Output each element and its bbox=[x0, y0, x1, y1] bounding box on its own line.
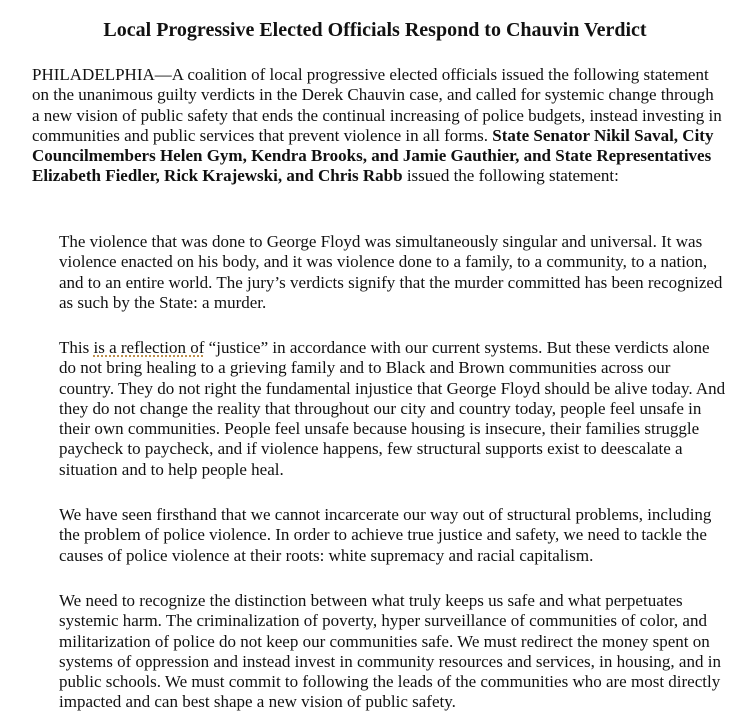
intro-lead: PHILADELPHIA—A coalition of local progressive elected officials issued the following statement on the unanimous guilty verdicts in the Derek Chauvin case, and called for systemic change through a new vision of public safety that ends the continual increasing of police budgets, instead investing in communities and public services that prevent violence in all forms. bbox=[32, 65, 722, 145]
p2-start: This bbox=[59, 338, 94, 357]
document-title: Local Progressive Elected Officials Respond to Chauvin Verdict bbox=[103, 19, 647, 41]
statement-paragraph-3: We have seen firsthand that we cannot incarcerate our way out of structural problems, including the problem of police violence. In order to achieve true justice and safety, we need to tackle the causes of police violence at their roots: white supremacy and racial capitalism. bbox=[59, 505, 712, 565]
intro-paragraph bbox=[32, 65, 722, 187]
statement-paragraph-2 bbox=[59, 338, 729, 480]
intro-officials: State Senator Nikil Saval, City Councilmembers Helen Gym, Kendra Brooks, and Jamie Gauthier, and State Representatives Elizabeth Fiedler, Rick Krajewski, and Chris Rabb bbox=[32, 125, 714, 186]
statement-paragraph-1: The violence that was done to George Floyd was simultaneously singular and universal. It was violence enacted on his body, and it was violence done to a family, to a community, to a nation, and to an entire world. The jury’s verdicts signify that the murder committed has been recognized as such by the State: a murder. bbox=[59, 232, 723, 312]
grammar-marked-phrase: is a reflection of bbox=[93, 338, 205, 357]
intro-tail: issued the following statement: bbox=[402, 166, 619, 186]
p2-rest: “justice” in accordance with our current systems. But these verdicts alone do not bring healing to a grieving family and to Black and Brown communities across our country. They do not right the fundamental injustice that George Floyd should be alive today. And they do not change the reality that throughout our city and country today, people feel unsafe in their own communities. People feel unsafe because housing is insecure, their families struggle paycheck to paycheck, and if violence happens, few structural supports exist to deescalate a situation and to help people heal. bbox=[59, 338, 726, 479]
statement-paragraph-4: We need to recognize the distinction between what truly keeps us safe and what perpetuates systemic harm. The criminalization of poverty, hyper surveillance of communities of color, and militarization of police do not keep our communities safe. We must redirect the money spent on systems of oppression and instead invest in community resources and services, in housing, and in public schools. We must commit to following the leads of the communities who are most directly impacted and can best shape a new vision of public safety. bbox=[59, 591, 721, 712]
